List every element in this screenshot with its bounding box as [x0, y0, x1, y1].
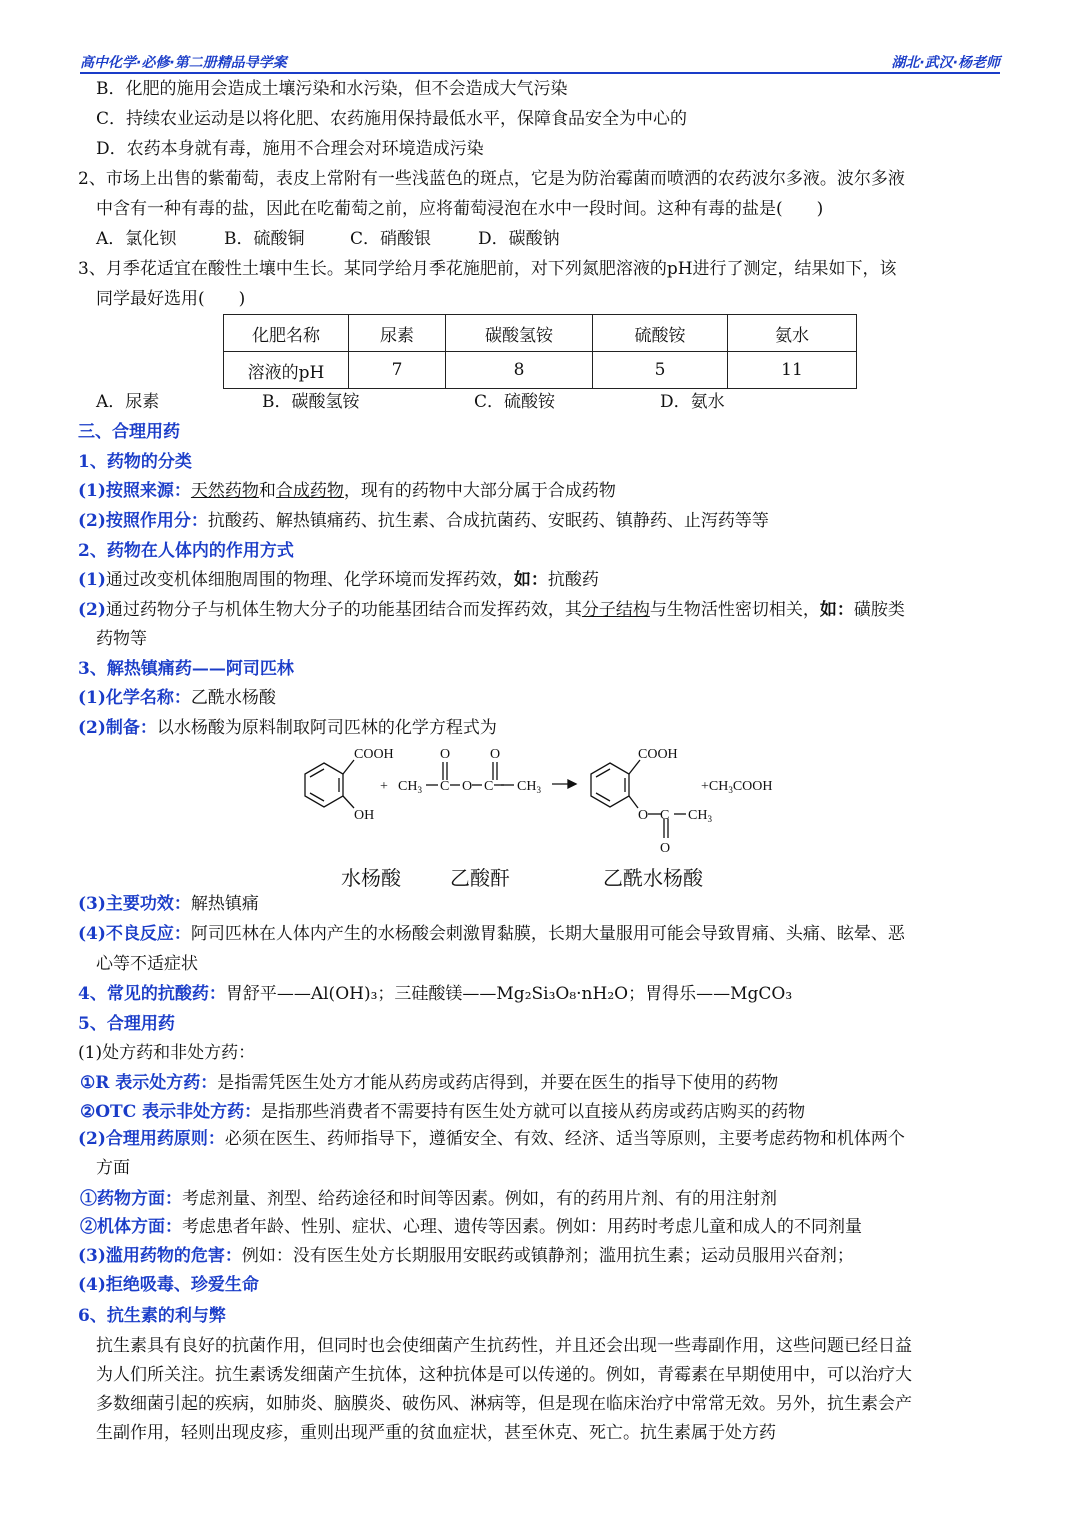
q3-option-d: D．氨水 — [660, 392, 725, 412]
ph-table — [223, 314, 857, 389]
page-header — [80, 52, 1000, 74]
acetic-acid-label: $+CH_3COOH$ — [701, 779, 773, 795]
para-5a2: ②OTC 表示非处方药：是指那些消费者不需要持有医生处方就可以直接从药房或药店购买的药物 — [80, 1102, 806, 1122]
q1-option-d: D．农药本身就有毒，施用不合理会对环境造成污染 — [96, 139, 484, 159]
para-3d: (4)不良反应：阿司匹林在人体内产生的水杨酸会刺激胃黏膜，长期大量服用可能会导致胃痛、头痛、眩晕、恶 — [78, 924, 905, 944]
section-title: 三、合理用药 — [78, 422, 180, 442]
para-5b-cont: 方面 — [96, 1158, 130, 1178]
table-cell: 硫酸铵 — [593, 315, 728, 352]
svg-text:O: O — [462, 779, 473, 794]
para-5b1: ①药物方面：考虑剂量、剂型、给药途径和时间等因素。例如，有的药用片剂、有的用注射剂 — [80, 1189, 777, 1209]
label-salicylic-acid: 水杨酸 — [341, 866, 401, 890]
svg-text:CH3: $CH_3$ — [688, 808, 712, 824]
svg-text:CH3: $CH_3$ — [517, 779, 541, 795]
table-cell: 溶液的pH — [224, 352, 349, 389]
para-3d-cont: 心等不适症状 — [96, 954, 198, 974]
svg-text:COOH: COOH — [638, 747, 678, 762]
para-2b-cont: 药物等 — [96, 629, 147, 649]
svg-text:O: O — [490, 747, 501, 762]
table-cell: 11 — [728, 352, 857, 389]
table-cell: 化肥名称 — [224, 315, 349, 352]
para-3b: (2)制备：以水杨酸为原料制取阿司匹林的化学方程式为 — [78, 718, 497, 738]
ch3-label: $CH_3$ — [398, 779, 422, 795]
heading-4: 4、常见的抗酸药：胃舒平——Al(OH)₃；三硅酸镁——Mg₂Si₃O₈·nH₂O；胃得乐——MgCO₃ — [78, 984, 793, 1004]
para-6-line: 为人们所关注。抗生素诱发细菌产生抗体，这种抗体是可以传递的。例如，青霉素在早期使用中，可以治疗大 — [96, 1365, 912, 1385]
svg-text:O: O — [440, 747, 451, 762]
q3-stem-line1: 3、月季花适宜在酸性土壤中生长。某同学给月季花施肥前，对下列氮肥溶液的pH进行了测定，结果如下，该 — [78, 259, 897, 279]
header-left: 高中化学·必修·第二册精品导学案 — [80, 55, 287, 71]
oh-bond — [343, 796, 354, 808]
para-5d: (4)拒绝吸毒、珍爱生命 — [78, 1275, 259, 1295]
para-6-line: 生副作用，轻则出现皮疹，重则出现严重的贫血症状，甚至休克、死亡。抗生素属于处方药 — [96, 1423, 776, 1443]
para-5a1: ①R 表示处方药：是指需凭医生处方才能从药房或药店得到，并要在医生的指导下使用的药物 — [80, 1073, 779, 1093]
svg-text:C: C — [484, 779, 494, 794]
q3-option-c: C．硫酸铵 — [474, 392, 556, 412]
para-5b: (2)合理用药原则：必须在医生、药师指导下，遵循安全、有效、经济、适当等原则，主要考虑药物和机体两个 — [78, 1129, 905, 1149]
label-acetic-anhydride: 乙酸酐 — [450, 866, 510, 890]
heading-2: 2、药物在人体内的作用方式 — [78, 541, 294, 561]
para-5a: (1)处方药和非处方药： — [78, 1043, 256, 1063]
q1-option-b: B．化肥的施用会造成土壤污染和水污染，但不会造成大气污染 — [96, 79, 568, 99]
q3-option-b: B．碳酸氢铵 — [262, 392, 360, 412]
q1-option-c: C．持续农业运动是以将化肥、农药施用保持最低水平，保障食品安全为中心的 — [96, 109, 688, 129]
benzene-double-bonds — [310, 769, 339, 801]
para-3c: (3)主要功效：解热镇痛 — [78, 894, 259, 914]
para-1a: (1)按照来源：天然药物和合成药物，现有的药物中大部分属于合成药物 — [78, 481, 616, 501]
header-right: 湖北·武汉·杨老师 — [891, 55, 1000, 71]
q2-option-b: B．硫酸铜 — [224, 229, 305, 249]
cooh-bond — [343, 760, 354, 774]
q2-stem-line2: 中含有一种有毒的盐，因此在吃葡萄之前，应将葡萄浸泡在水中一段时间。这种有毒的盐是( ) — [96, 199, 824, 219]
q3-option-a: A．尿素 — [96, 392, 160, 412]
table-cell: 尿素 — [349, 315, 446, 352]
table-row — [224, 315, 857, 352]
q2-option-c: C．硝酸银 — [350, 229, 432, 249]
table-cell: 5 — [593, 352, 728, 389]
oh-label: OH — [354, 808, 375, 823]
plus-sign: + — [380, 779, 388, 794]
heading-3: 3、解热镇痛药——阿司匹林 — [78, 659, 294, 679]
para-2a: (1)通过改变机体细胞周围的物理、化学环境而发挥药效，如：抗酸药 — [78, 570, 599, 590]
para-6-line: 多数细菌引起的疾病，如肺炎、脑膜炎、破伤风、淋病等，但是现在临床治疗中常常无效。另外，抗生素会产 — [96, 1394, 912, 1414]
para-5c: (3)滥用药物的危害：例如：没有医生处方长期服用安眠药或镇静剂；滥用抗生素；运动员服用兴奋剂； — [78, 1246, 854, 1266]
q3-stem-line2: 同学最好选用( ) — [96, 289, 246, 309]
para-1b: (2)按照作用分：抗酸药、解热镇痛药、抗生素、合成抗菌药、安眠药、镇静药、止泻药等等 — [78, 511, 769, 531]
para-5b2: ②机体方面：考虑患者年龄、性别、症状、心理、遗传等因素。例如：用药时考虑儿童和成人的不同剂量 — [80, 1217, 862, 1237]
table-row — [224, 352, 857, 389]
heading-6: 6、抗生素的利与弊 — [78, 1306, 226, 1326]
table-cell: 氨水 — [728, 315, 857, 352]
q2-option-a: A．氯化钡 — [96, 229, 177, 249]
svg-text:C: C — [660, 808, 670, 823]
arrow-head — [568, 780, 576, 788]
heading-1: 1、药物的分类 — [78, 452, 192, 472]
q2-stem-line1: 2、市场上出售的紫葡萄，表皮上常附有一些浅蓝色的斑点，它是为防治霉菌而喷洒的农药波尔多液。波尔多液 — [78, 169, 905, 189]
svg-text:C: C — [440, 779, 450, 794]
table-cell: 8 — [446, 352, 593, 389]
heading-5: 5、合理用药 — [78, 1014, 175, 1034]
para-2b: (2)通过药物分子与机体生物大分子的功能基团结合而发挥药效，其分子结构与生物活性密切相关，如：磺胺类 — [78, 600, 905, 620]
table-cell: 7 — [349, 352, 446, 389]
svg-text:O: O — [660, 841, 671, 856]
svg-text:O: O — [638, 808, 649, 823]
para-3a: (1)化学名称：乙酰水杨酸 — [78, 688, 276, 708]
label-aspirin: 乙酰水杨酸 — [603, 866, 703, 890]
aspirin-reaction-diagram — [296, 740, 796, 858]
cooh-label: COOH — [354, 747, 394, 762]
table-cell: 碳酸氢铵 — [446, 315, 593, 352]
q2-option-d: D．碳酸钠 — [478, 229, 560, 249]
para-6-line: 抗生素具有良好的抗菌作用，但同时也会使细菌产生抗药性，并且还会出现一些毒副作用，这些问题已经日益 — [96, 1336, 912, 1356]
